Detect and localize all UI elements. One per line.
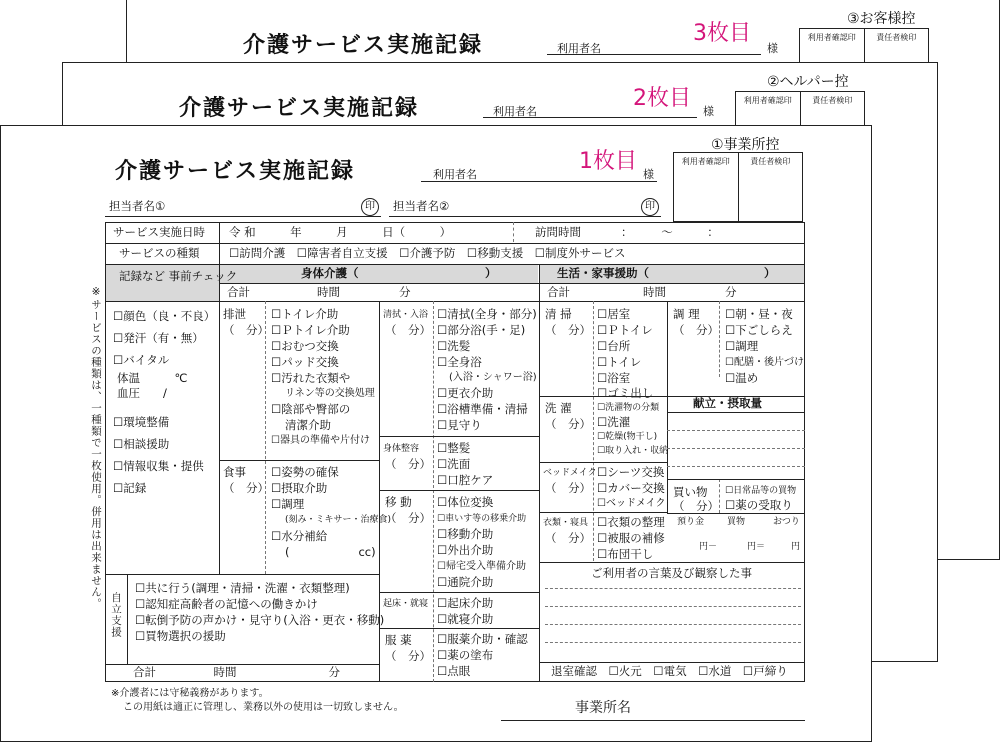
visit-time-label: 訪問時間 [535,225,581,239]
side-note: ※サービスの種類は、一種類で一枚使用。併用は出来ません。 [90,286,102,610]
copy-number: 2枚目 [633,86,691,111]
user-name-label: 利用者名 [493,105,537,118]
user-name-line [547,54,761,55]
form-title: 介護サービス実施記録 [243,33,484,58]
stamp-box: 利用者確認印 責任者検印 [735,91,865,127]
form-title: 介護サービス実施記録 [179,96,420,121]
stamp-box: 利用者確認印 責任者検印 [673,152,803,222]
stamp-box: 利用者確認印 責任者検印 [799,28,929,64]
user-name-label: 利用者名 [557,42,601,55]
first-copy-sheet: 介護サービス実施記録 利用者名 1枚目 様 ①事業所控 利用者確認印 責任者検印 担当者名① 印 担当者名② 印 ※サービスの種類は、一種類で一枚使用。併用は出来ません。 サービス実施日時 令 和 年 月 日（ ） 訪問時間 ： ～ ： サービスの種類 ☐訪問介護 ☐障害者自立支援 ☐介護予防 ☐移動支援 ☐制度外サービス 記録など 事前チェック 身体介護（ ） 生活・家事援助（ ） 合計 時間 分 合計 時間 分 ☐顔色（良・不良） ☐発汗（有・無） ☐バイタル 体温 ℃ 血圧 / ☐環境整備 ☐相談援助 ☐情報収集・提供 ☐記録 排泄 （ 分） ☐トイレ介助 ☐Ｐトイレ介助 ☐おむつ交換 ☐パッド交換 ☐汚れた衣類や リネン等の交換処理 ☐陰部や臀部の 清潔介助 ☐器具の準備や片付け 食事 （ 分） ☐姿勢の確保 ☐摂取介助 ☐調理 (刻み・ミキサー・治療食) ☐水分補給 ( cc) 清拭・入浴 （ 分） ☐清拭(全身・部分) ☐部分浴(手・足) ☐洗髪 ☐全身浴 (入浴・シャワー浴) ☐更衣介助 ☐浴槽準備・清掃 ☐見守り 身体整容 （ 分） ☐整髪 ☐洗面 ☐口腔ケア 移 動 （ 分） ☐体位変換 ☐車いす等の移乗介助 ☐移動介助 ☐外出介助 ☐帰宅受入準備介助 ☐通院介助 起床・就寝 ☐起床介助 ☐就寝介助 服 薬 （ 分） ☐服薬介助・確認 ☐薬の塗布 ☐点眼 自立支援 ☐共に行う(調理・清掃・洗濯・衣類整理) ☐認知症高齢者の記憶への働きかけ ☐転倒予防の声かけ・見守り(入浴・更衣・移動) ☐買物選択の援助 合計 時間 分 清 掃 （ 分） ☐居室 ☐Ｐトイレ ☐台所 ☐トイレ ☐浴室 ☐ゴミ出し 調 理 （ 分） ☐朝・昼・夜 ☐下ごしらえ ☐調理 ☐配膳・後片づけ ☐温め 洗 濯 （ 分） ☐洗濯物の分類 ☐洗濯 ☐乾燥(物干し) ☐取り入れ・収納 献立・摂取量 ベッドメイク （ 分） ☐シーツ交換 ☐カバー交換 ☐ベッドメイク 買い物 （ 分） ☐日常品等の買物 ☐薬の受取り 預り金 買物 おつり 円－ 円＝ 円 衣類・寝具 （ 分） ☐衣類の整理 ☐被服の補修 ☐布団干し ご利用者の言葉及び観察した事 退室確認 ☐火元 ☐電気 ☐水道 ☐戸締り ※介護者には守秘義務があります。 この用紙は適正に管理し、業務以外の使用は一切致しません。 事業所名 [0,125,872,742]
user-name-line [421,181,657,182]
staff1-label: 担当者名① [109,199,166,213]
visit-time-value: ： ～ ： [621,225,719,239]
honorific: 様 [643,168,654,181]
life-support-header: 生活・家事援助（ ） [557,266,776,280]
date-value: 令 和 年 月 日（ ） [229,225,452,239]
honorific: 様 [703,105,714,118]
service-type-label: サービスの種類 [119,246,200,260]
service-types: ☐訪問介護 ☐障害者自立支援 ☐介護予防 ☐移動支援 ☐制度外サービス [229,246,626,260]
precheck-header: 記録など 事前チェック [119,269,238,283]
copy-number: 3枚目 [693,21,751,46]
user-name-line [483,117,697,118]
body-care-header: 身体介護（ ） [301,266,497,280]
date-label: サービス実施日時 [113,225,205,239]
honorific: 様 [767,42,778,55]
copy-number: 1枚目 [579,149,637,174]
staff2-label: 担当者名② [393,199,450,213]
seal-icon: 印 [641,198,659,216]
copy-label: ③お客様控 [847,11,916,27]
form-title: 介護サービス実施記録 [115,159,356,184]
copy-label: ②ヘルパー控 [767,74,849,90]
user-name-label: 利用者名 [433,168,477,181]
seal-icon: 印 [361,198,379,216]
copy-label: ①事業所控 [711,137,780,153]
